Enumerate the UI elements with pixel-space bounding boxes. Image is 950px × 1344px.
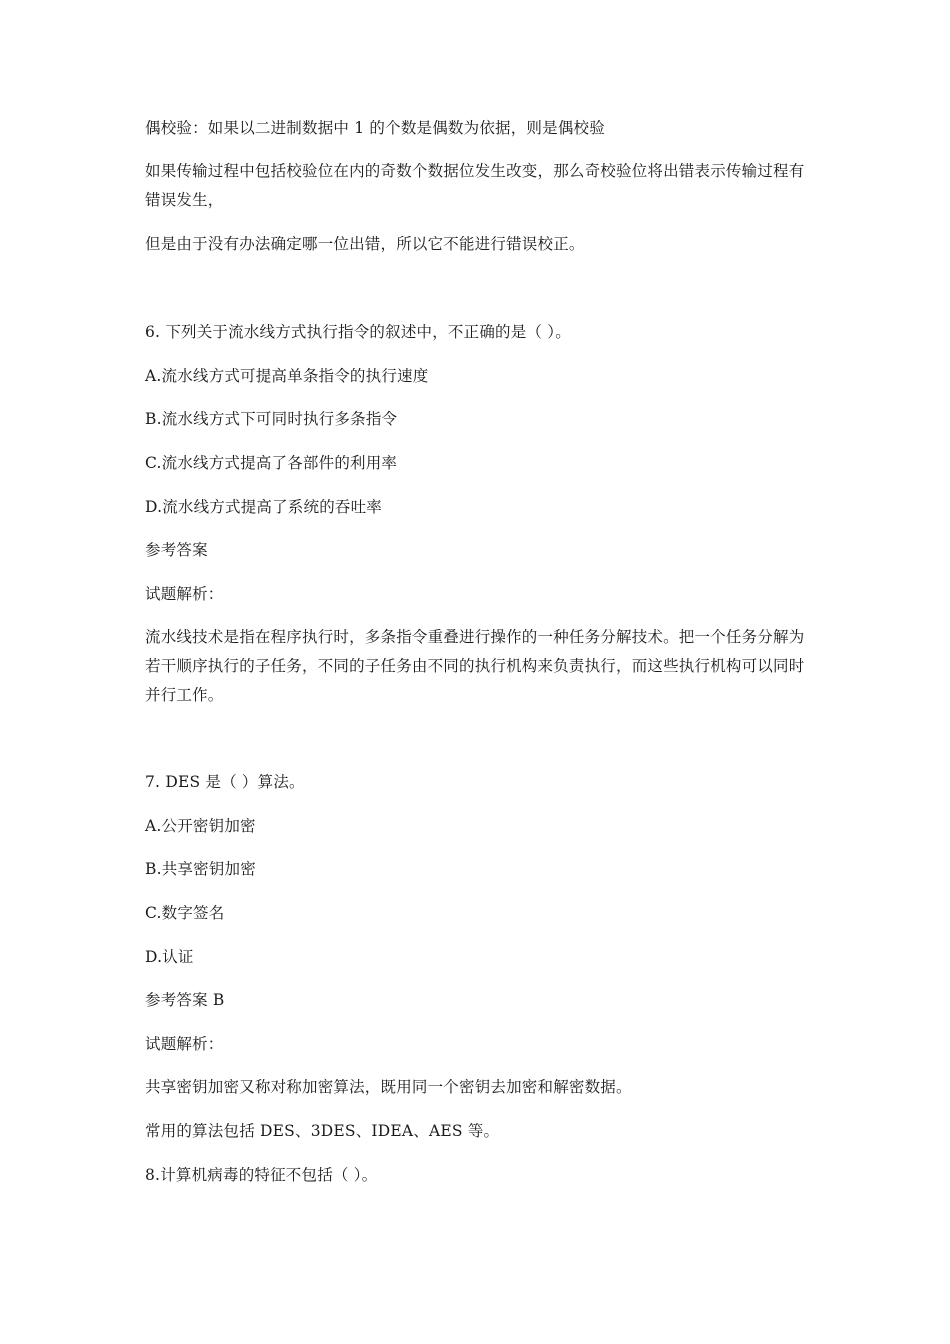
q7-analysis-text-1: 共享密钥加密又称对称加密算法，既用同一个密钥去加密和解密数据。 xyxy=(145,1078,632,1096)
q7-option-d: D.认证 xyxy=(145,948,194,966)
q7-analysis-text-2: 常用的算法包括 DES、3DES、IDEA、AES 等。 xyxy=(145,1122,500,1140)
q6-answer: 参考答案 xyxy=(145,541,208,559)
q7-analysis-label: 试题解析： xyxy=(145,1035,224,1053)
even-parity-text: 偶校验：如果以二进制数据中 1 的个数是偶数为依据，则是偶校验 xyxy=(145,119,605,137)
q6-option-b: B.流水线方式下可同时执行多条指令 xyxy=(145,410,398,428)
q6-option-c: C.流水线方式提高了各部件的利用率 xyxy=(145,454,398,472)
question-7: 7. DES 是（ ）算法。 xyxy=(145,773,305,791)
q7-option-c: C.数字签名 xyxy=(145,904,225,922)
q7-answer: 参考答案 B xyxy=(145,991,225,1009)
q6-option-d: D.流水线方式提高了系统的吞吐率 xyxy=(145,498,383,516)
q7-option-a: A.公开密钥加密 xyxy=(145,817,256,835)
q6-analysis-label: 试题解析： xyxy=(145,585,224,603)
question-8: 8.计算机病毒的特征不包括（ ）。 xyxy=(145,1166,378,1184)
q6-option-a: A.流水线方式可提高单条指令的执行速度 xyxy=(145,367,429,385)
q7-option-b: B.共享密钥加密 xyxy=(145,860,256,878)
question-6: 6. 下列关于流水线方式执行指令的叙述中，不正确的是（ ）。 xyxy=(145,323,571,341)
odd-error-text: 如果传输过程中包括校验位在内的奇数个数据位发生改变，那么奇校验位将出错表示传输过程有错误发生， xyxy=(145,162,805,209)
no-correction-text: 但是由于没有办法确定哪一位出错，所以它不能进行错误校正。 xyxy=(145,235,585,253)
q6-analysis-text: 流水线技术是指在程序执行时，多条指令重叠进行操作的一种任务分解技术。把一个任务分解为若干顺序执行的子任务，不同的子任务由不同的执行机构来负责执行，而这些执行机构可以同时并行工作。 xyxy=(145,628,805,704)
